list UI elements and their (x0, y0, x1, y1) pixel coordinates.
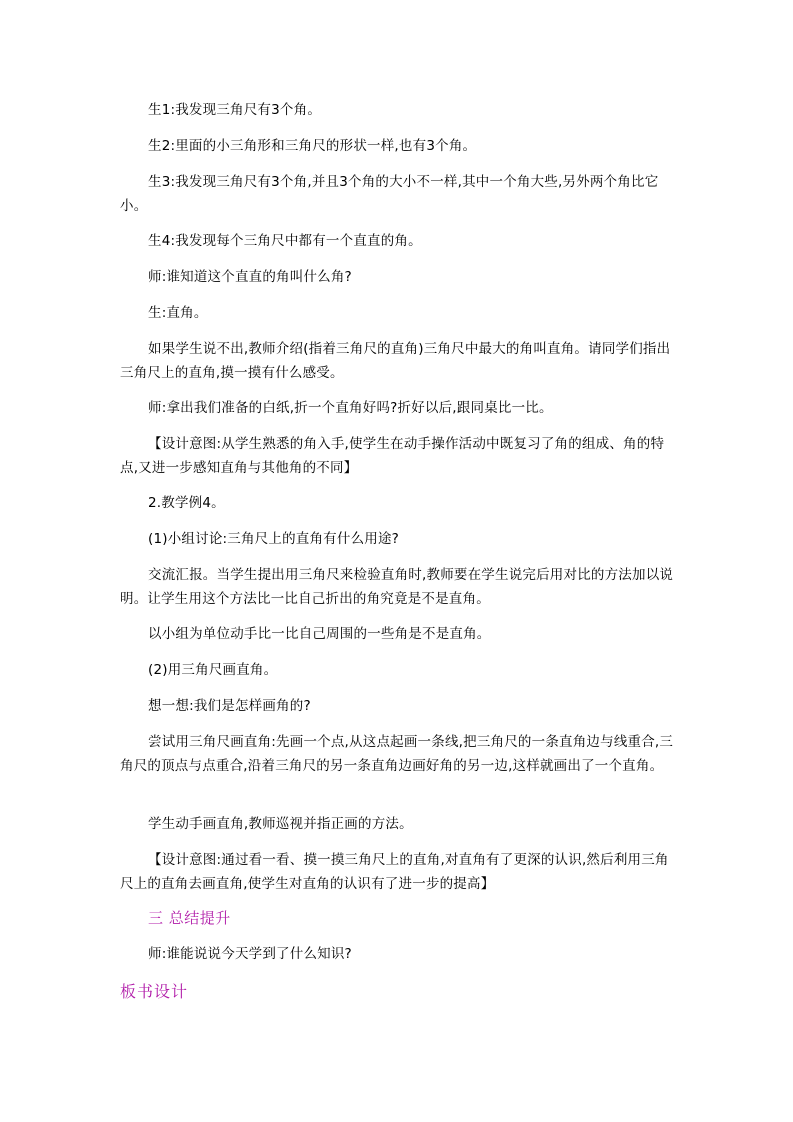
paragraph-group-compare: 以小组为单位动手比一比自己周围的一些角是不是直角。 (148, 626, 491, 642)
paragraph-student-3: 生3:我发现三角尺有3个角,并且3个角的大小不一样,其中一个角大些,另外两个角比它小。 (120, 174, 659, 214)
paragraph-closing-question: 师:谁能说说今天学到了什么知识? (148, 946, 352, 962)
paragraph-teacher-question: 师:谁知道这个直直的角叫什么角? (148, 269, 352, 285)
paragraph-group-discussion: (1)小组讨论:三角尺上的直角有什么用途? (148, 531, 400, 547)
paragraph-draw-right-angle: (2)用三角尺画直角。 (148, 662, 278, 678)
paragraph-think: 想一想:我们是怎样画角的? (148, 698, 311, 714)
paragraph-design-intent-2: 【设计意图:通过看一看、摸一摸三角尺上的直角,对直角有了更深的认识,然后利用三角尺上的直角去画直角,使学生对直角的认识有了进一步的提高】 (120, 852, 669, 892)
paragraph-student-2: 生2:里面的小三角形和三角尺的形状一样,也有3个角。 (148, 138, 477, 154)
paragraph-report: 交流汇报。当学生提出用三角尺来检验直角时,教师要在学生说完后用对比的方法加以说明。让学生用这个方法比一比自己折出的角究竟是不是直角。 (120, 567, 674, 607)
board-design-heading: 板书设计 (120, 982, 189, 1001)
paragraph-example-4: 2.教学例4。 (148, 495, 225, 511)
paragraph-student-1: 生1:我发现三角尺有3个角。 (148, 102, 322, 118)
paragraph-student-answer: 生:直角。 (148, 305, 208, 321)
paragraph-design-intent-1: 【设计意图:从学生熟悉的角入手,使学生在动手操作活动中既复习了角的组成、角的特点,又进一步感知直角与其他角的不同】 (120, 436, 665, 476)
paragraph-students-draw: 学生动手画直角,教师巡视并指正画的方法。 (148, 816, 413, 832)
paragraph-teacher-fold: 师:拿出我们准备的白纸,折一个直角好吗?折好以后,跟同桌比一比。 (148, 400, 553, 416)
paragraph-student-4: 生4:我发现每个三角尺中都有一个直直的角。 (148, 233, 422, 249)
paragraph-try-draw: 尝试用三角尺画直角:先画一个点,从这点起画一条线,把三角尺的一条直角边与线重合,三角尺的顶点与点重合,沿着三角尺的另一条直角边画好角的另一边,这样就画出了一个直角。 (120, 734, 674, 774)
paragraph-teacher-intro: 如果学生说不出,教师介绍(指着三角尺的直角)三角尺中最大的角叫直角。请同学们指出三角尺上的直角,摸一摸有什么感受。 (120, 341, 671, 381)
section-heading: 三 总结提升 (148, 909, 231, 927)
